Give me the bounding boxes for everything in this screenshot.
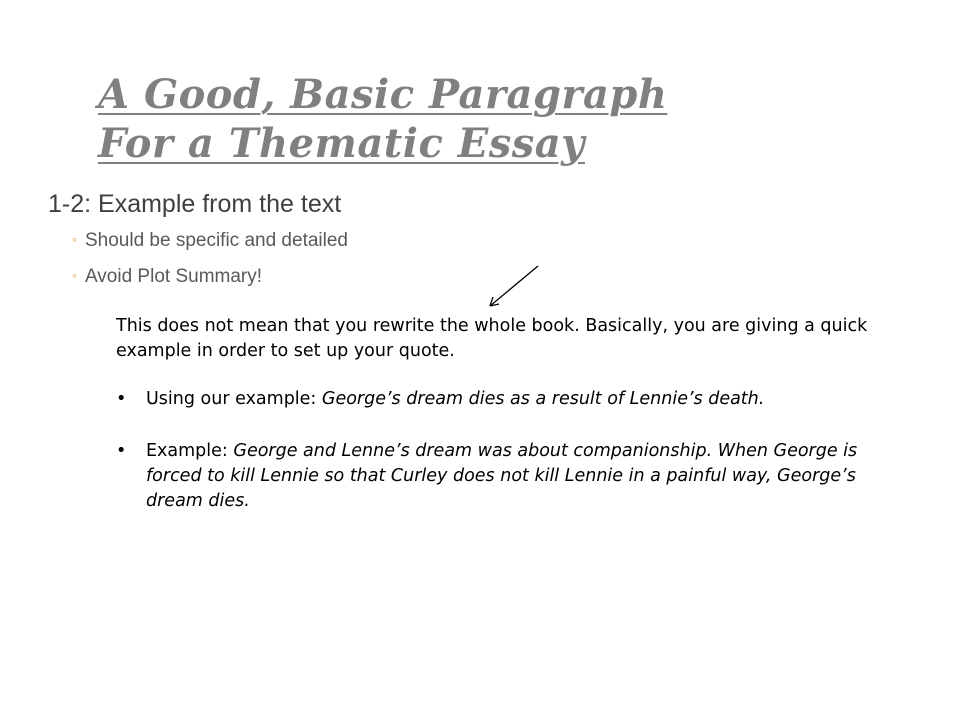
ring-bullet-icon: ◦ — [72, 267, 77, 283]
sub-point-text: Should be specific and detailed — [84, 230, 348, 251]
callout-bullet-example-2 — [116, 439, 886, 514]
sub-point-text: Avoid Plot Summary! — [84, 266, 263, 287]
sub-point-specific — [72, 230, 348, 252]
bullet-text: George’s dream dies as a result of Lennie’s death. — [321, 389, 765, 409]
sub-point-avoid-summary — [72, 266, 262, 288]
title-line-2: For a Thematic Essay — [98, 120, 585, 167]
title-line-1: A Good, Basic Paragraph — [98, 71, 668, 118]
callout-intro: This does not mean that you rewrite the whole book. Basically, you are giving a quick example in order to set up your quote. — [116, 316, 868, 361]
section-heading: 1-2: Example from the text — [48, 190, 342, 218]
bullet-text: George and Lenne’s dream was about companionship. When George is forced to kill Lennie so that Curley does not kill Lennie in a painful way, George’s dream dies. — [146, 441, 858, 511]
callout-box — [116, 314, 886, 514]
callout-bullet-example-1 — [116, 387, 886, 412]
ring-bullet-icon: ◦ — [72, 231, 77, 247]
arrow-icon — [480, 262, 544, 314]
bullet-dot-icon: • — [116, 441, 127, 461]
slide-title — [98, 70, 667, 168]
bullet-lead: Using our example: — [146, 389, 322, 409]
bullet-dot-icon: • — [116, 389, 127, 409]
bullet-lead: Example: — [146, 441, 234, 461]
